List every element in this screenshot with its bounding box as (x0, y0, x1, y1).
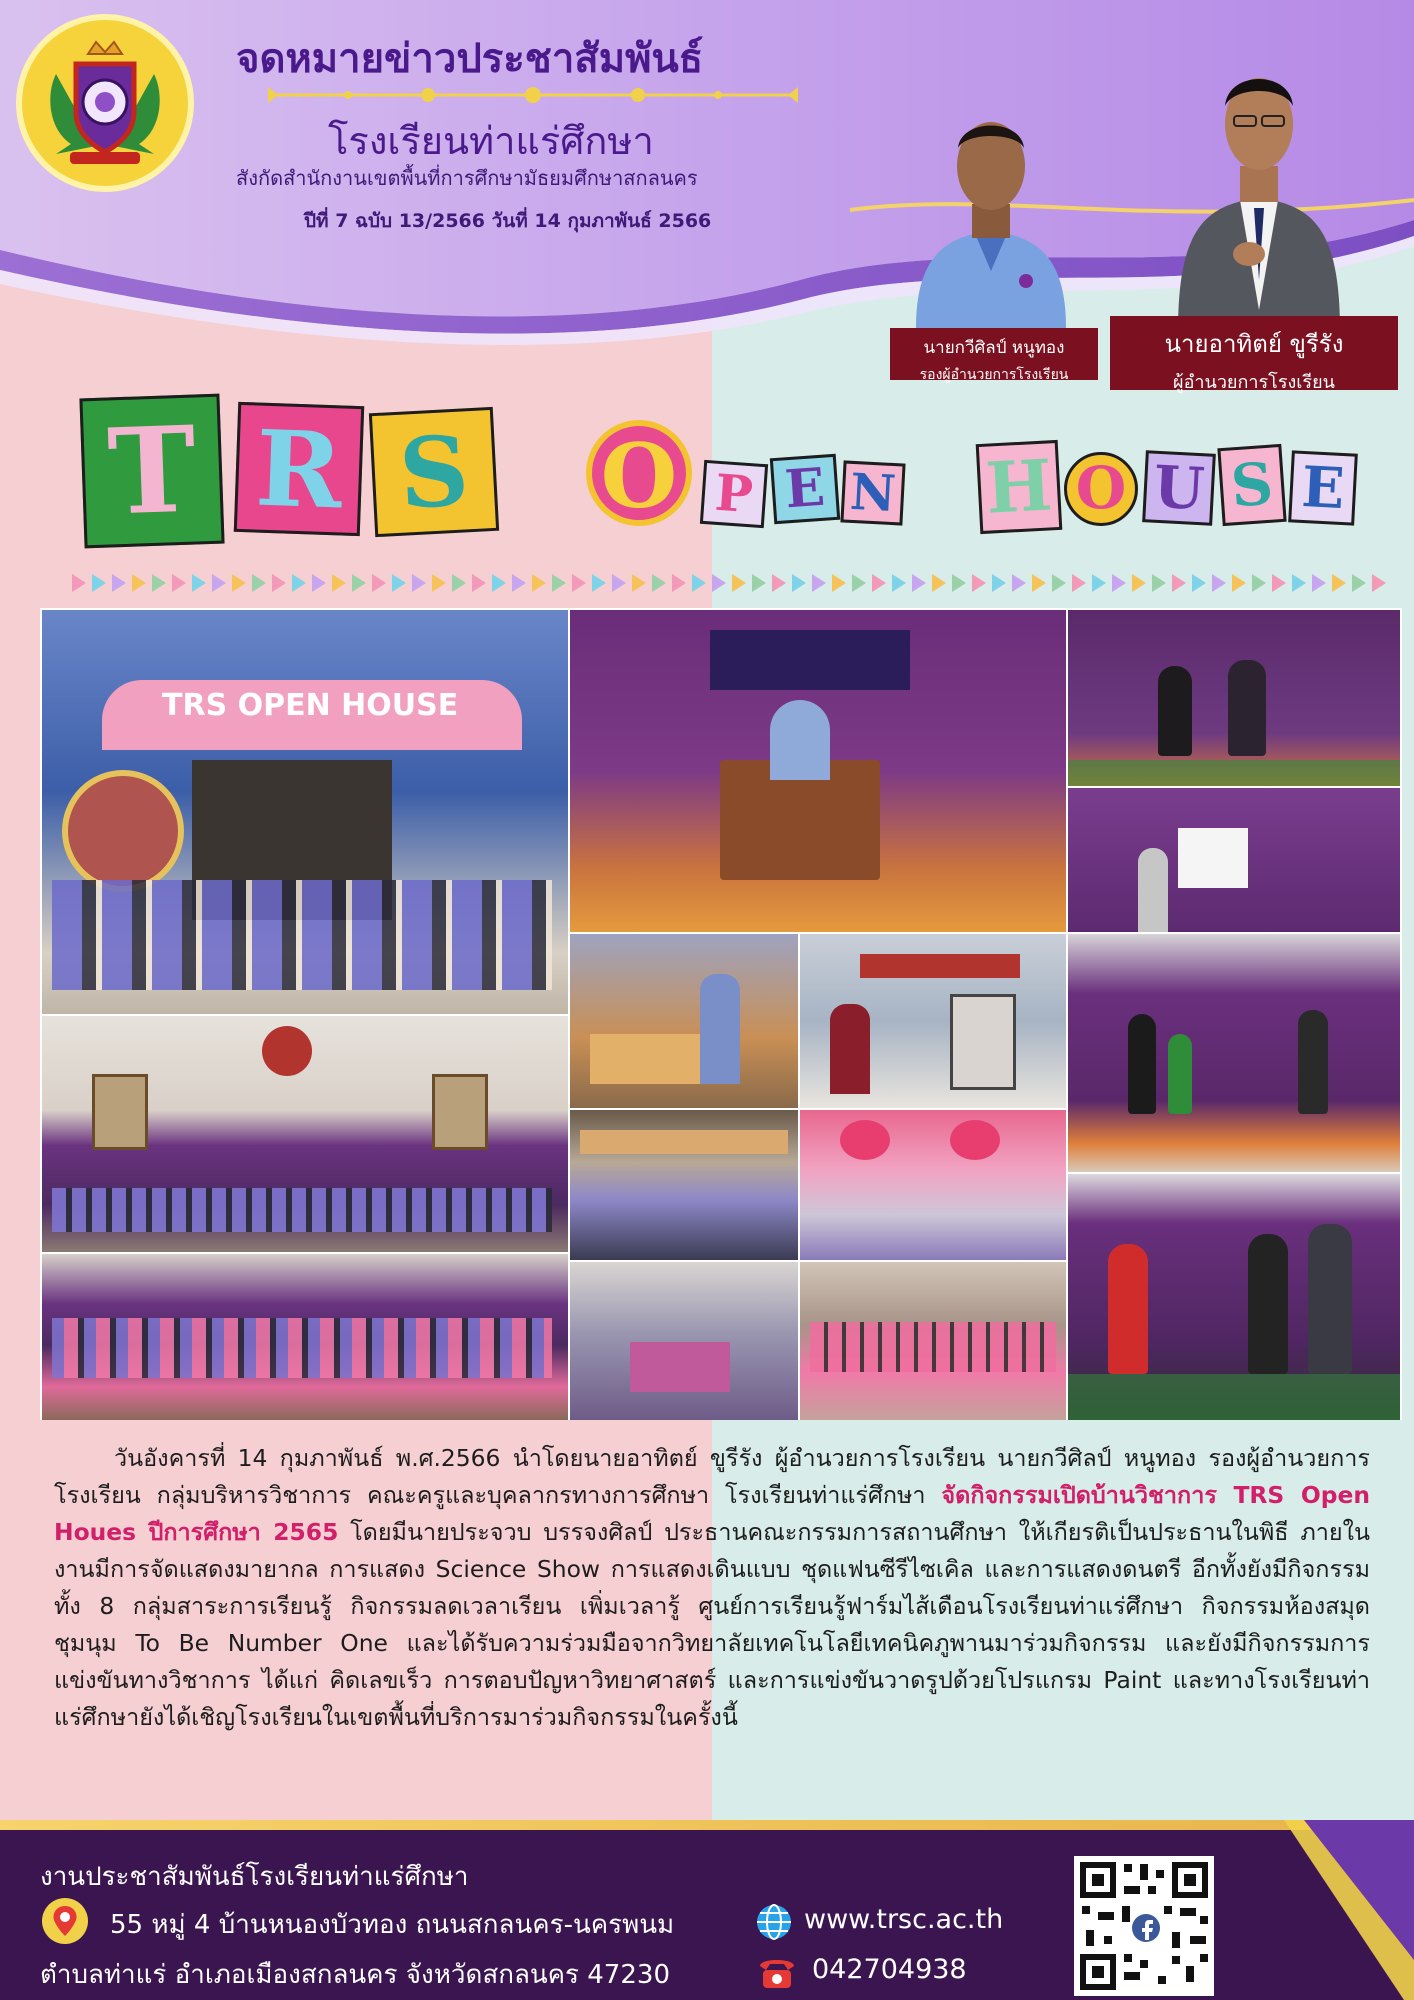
deputy-name: นายกวีศิลป์ หนูทอง (923, 338, 1065, 358)
garland-triangle (1232, 574, 1246, 592)
garland-triangle (532, 574, 546, 592)
banner-letter-h: H (976, 440, 1063, 534)
garland-triangle (292, 574, 306, 592)
banner-letter-o-open: O (586, 420, 692, 526)
garland-triangle (392, 574, 406, 592)
photo-stage-magic (1068, 788, 1400, 932)
photo-visitors-table (570, 1262, 798, 1420)
garland-triangle (92, 574, 106, 592)
garland-triangle (1172, 574, 1186, 592)
garland-triangle (112, 574, 126, 592)
school-logo (16, 14, 194, 192)
school-name: โรงเรียนท่าแร่ศึกษา (328, 119, 654, 163)
garland-triangle (852, 574, 866, 592)
garland-triangle (212, 574, 226, 592)
director-role: ผู้อำนวยการโรงเรียน (1173, 372, 1335, 393)
director-name: นายอาทิตย์ ขูรีรัง (1164, 330, 1344, 358)
photo-collage (40, 608, 1402, 1420)
photo-stage-dance (1068, 610, 1400, 786)
garland-triangle (452, 574, 466, 592)
photo-hall-assembly (42, 1016, 568, 1252)
qr-code[interactable] (1074, 1856, 1214, 1996)
garland-triangle (952, 574, 966, 592)
garland-triangle (472, 574, 486, 592)
article-body (54, 1440, 1370, 1736)
garland-triangle (992, 574, 1006, 592)
garland-triangle (752, 574, 766, 592)
school-crest-icon (36, 34, 174, 172)
garland-triangle (1352, 574, 1366, 592)
photo-music-band (1068, 1174, 1400, 1420)
newsletter-title: จดหมายข่าวประชาสัมพันธ์ (236, 36, 704, 82)
banner-letter-n: N (840, 460, 905, 525)
garland-triangle (1112, 574, 1126, 592)
banner-letter-e-house: E (1288, 450, 1358, 525)
photo-outdoor-group (570, 1110, 798, 1260)
photo-hall-students (42, 1254, 568, 1420)
garland-triangle (772, 574, 786, 592)
garland-triangle (252, 574, 266, 592)
photo-speaker-podium (570, 610, 1066, 932)
triangle-garland (72, 572, 1402, 594)
deputy-director-photo (906, 96, 1076, 328)
deputy-role: รองผู้อำนวยการโรงเรียน (919, 367, 1069, 383)
garland-triangle (612, 574, 626, 592)
garland-triangle (892, 574, 906, 592)
garland-triangle (332, 574, 346, 592)
garland-triangle (72, 574, 86, 592)
garland-triangle (792, 574, 806, 592)
garland-triangle (1072, 574, 1086, 592)
garland-triangle (1312, 574, 1326, 592)
garland-triangle (652, 574, 666, 592)
garland-triangle (972, 574, 986, 592)
garland-triangle (712, 574, 726, 592)
footer-organization: งานประชาสัมพันธ์โรงเรียนท่าแร่ศึกษา (40, 1862, 469, 1892)
footer-gold-strip (0, 1820, 1414, 1830)
garland-triangle (1012, 574, 1026, 592)
photo-students-seated (800, 1262, 1066, 1420)
garland-triangle (1272, 574, 1286, 592)
garland-triangle (132, 574, 146, 592)
director-photo (1174, 40, 1344, 332)
telephone-icon (754, 1952, 800, 1992)
banner-letter-u: U (1142, 450, 1216, 526)
garland-triangle (1372, 574, 1386, 592)
article-paragraph (54, 1440, 1370, 1736)
qr-code-icon (1074, 1856, 1214, 1996)
garland-triangle (1292, 574, 1306, 592)
garland-triangle (692, 574, 706, 592)
garland-triangle (312, 574, 326, 592)
banner-letter-r: R (234, 402, 364, 536)
garland-triangle (572, 574, 586, 592)
garland-triangle (352, 574, 366, 592)
footer-address-line-2: ตำบลท่าแร่ อำเภอเมืองสกลนคร จังหวัดสกลนคร 47230 (40, 1960, 670, 1990)
article-highlight: จัดกิจกรรมเปิดบ้านวิชาการ TRS Open Houes ปีการศึกษา 2565 (54, 1481, 1370, 1546)
banner-letter-s: S (369, 407, 499, 537)
garland-triangle (412, 574, 426, 592)
gate-sign-text: TRS OPEN HOUSE (162, 688, 459, 723)
garland-triangle (272, 574, 286, 592)
garland-triangle (1252, 574, 1266, 592)
garland-triangle (1092, 574, 1106, 592)
footer-website-link[interactable]: www.trsc.ac.th (804, 1904, 1004, 1935)
garland-triangle (172, 574, 186, 592)
photo-library-activity (800, 1110, 1066, 1260)
footer-phone-number[interactable]: 042704938 (812, 1954, 967, 1985)
garland-triangle (152, 574, 166, 592)
garland-triangle (432, 574, 446, 592)
banner-letter-o-house: O (1064, 452, 1138, 526)
garland-triangle (552, 574, 566, 592)
map-pin-icon (40, 1896, 90, 1946)
garland-triangle (1332, 574, 1346, 592)
globe-icon (754, 1902, 794, 1942)
footer-address-line-1: 55 หมู่ 4 บ้านหนองบัวทอง ถนนสกลนคร-นครพนม (110, 1910, 675, 1940)
garland-triangle (192, 574, 206, 592)
garland-triangle (1212, 574, 1226, 592)
footer-corner-decoration (1264, 1820, 1414, 2000)
director-nameplate (1110, 316, 1398, 393)
deputy-nameplate (890, 328, 1098, 383)
garland-triangle (832, 574, 846, 592)
garland-triangle (632, 574, 646, 592)
garland-triangle (912, 574, 926, 592)
photo-gate-group (42, 610, 568, 1014)
trs-open-house-banner (60, 386, 1360, 566)
garland-triangle (492, 574, 506, 592)
garland-triangle (932, 574, 946, 592)
garland-triangle (1132, 574, 1146, 592)
garland-triangle (592, 574, 606, 592)
photo-science-booth (800, 934, 1066, 1108)
garland-triangle (672, 574, 686, 592)
garland-triangle (512, 574, 526, 592)
garland-triangle (1192, 574, 1206, 592)
garland-triangle (1052, 574, 1066, 592)
garland-triangle (372, 574, 386, 592)
article-details: โดยมีนายประจวบ บรรจงศิลป์ ประธานคณะกรรมการสถานศึกษา ให้เกียรติเป็นประธานในพิธี ภายในงานมีการจัดแสดงมายากล การแสดง Science Show การแสดงเดินแบบ ชุดแฟนซีรีไซเคิล และการแสดงดนตรี อีกทั้งยังมีกิจกรรมทั้ง 8 กลุ่มสาระการเรียนรู้ กิจกรรมลดเวลาเรียน เพิ่มเวลารู้ ศูนย์การเรียนรู้ฟาร์มไส้เดือนโรงเรียนท่าแร่ศึกษา กิจกรรมห้องสมุด ชุมนุม To Be Number One และได้รับความร่วมมือจากวิทยาลัยเทคโนโลยีเทคนิคภูพานมาร่วมกิจกรรม และยังมีกิจกรรมการแข่งขันทางวิชาการ ได้แก่ คิดเลขเร็ว การตอบปัญหาวิทยาศาสตร์ และการแข่งขันวาดรูปด้วยโปรแกรม Paint และทางโรงเรียนท่าแร่ศึกษายังได้เชิญโรงเรียนในเขตพื้นที่บริการมาร่วมกิจกรรมในครั้งนี้ (54, 1518, 1370, 1731)
newsletter-footer (0, 1820, 1414, 2000)
garland-triangle (812, 574, 826, 592)
banner-letter-s-house: S (1217, 444, 1286, 526)
banner-letter-e-open: E (770, 454, 840, 524)
garland-triangle (872, 574, 886, 592)
newsletter-header (0, 0, 1414, 393)
garland-triangle (732, 574, 746, 592)
garland-triangle (1152, 574, 1166, 592)
issue-info: ปีที่ 7 ฉบับ 13/2566 วันที่ 14 กุมภาพันธ์ 2566 (304, 210, 712, 232)
school-affiliation: สังกัดสำนักงานเขตพื้นที่การศึกษามัธยมศึกษาสกลนคร (236, 166, 698, 190)
garland-triangle (1032, 574, 1046, 592)
photo-exhibition-booth (570, 934, 798, 1108)
article-intro: วันอังคารที่ 14 กุมภาพันธ์ พ.ศ.2566 นำโดยนายอาทิตย์ ขูรีรัง ผู้อำนวยการโรงเรียน นายกวีศิลป์ หนูทอง รองผู้อำนวยการโรงเรียน กลุ่มบริหารวิชาการ คณะครูและบุคลากรทางการศึกษา โรงเรียนท่าแร่ศึกษา (54, 1444, 1370, 1509)
garland-triangle (232, 574, 246, 592)
banner-letter-t: T (79, 394, 224, 549)
banner-letter-p: P (700, 460, 768, 528)
title-divider (268, 84, 798, 106)
photo-fashion-show (1068, 934, 1400, 1172)
